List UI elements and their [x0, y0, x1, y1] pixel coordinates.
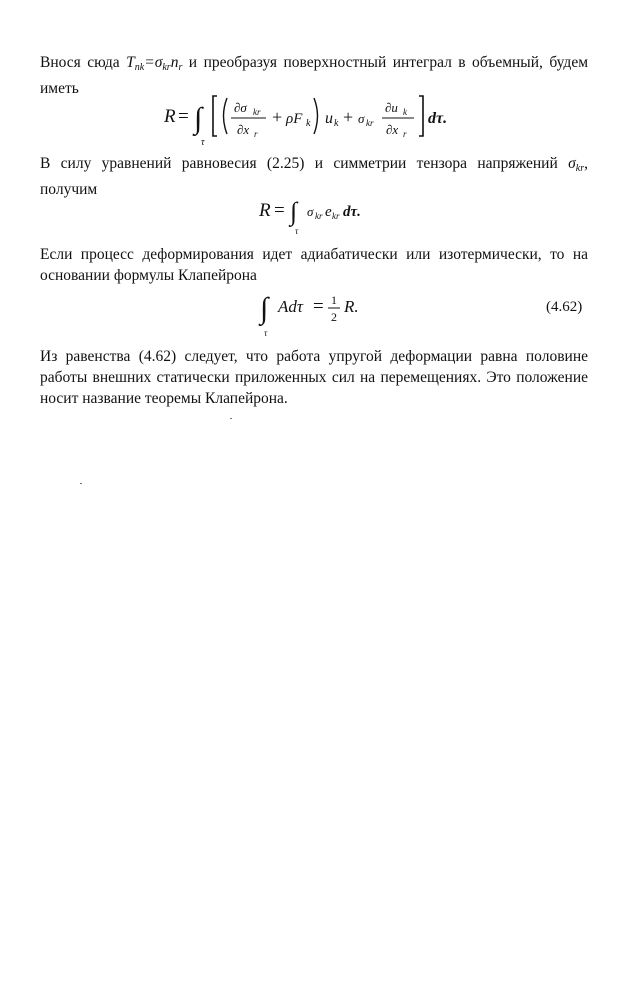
- f1-frac1-den-sub: r: [254, 129, 258, 139]
- f1-frac2-num: ∂u: [385, 100, 398, 115]
- formula-2: [255, 192, 395, 236]
- f2-sigma: σ: [307, 204, 314, 219]
- p1-math-T-sub: nk: [134, 62, 145, 73]
- f3-frac-den: 2: [331, 310, 337, 324]
- f2-limit: τ: [295, 226, 299, 236]
- scan-speck: [80, 483, 82, 484]
- f1-rhoF-sub: k: [306, 118, 311, 129]
- f1-frac1-den: ∂x: [237, 122, 250, 137]
- f2-e: e: [325, 204, 332, 220]
- paragraph-4: Из равенства (4.62) следует, что работа упругой деформации равна половине работы внешних статически приложенных сил на перемещениях. Это положение носит название теоремы Клапейрона.: [40, 348, 588, 407]
- f1-lhs: R: [164, 106, 176, 127]
- p2-math-sigma: σ: [568, 155, 576, 172]
- f2-e-sub: kr: [332, 211, 340, 221]
- f1-integral-sign: ∫: [194, 102, 203, 135]
- f1-plus1: +: [272, 107, 283, 127]
- p1-math-n-sub: r: [178, 62, 183, 73]
- f1-sigma: σ: [358, 111, 365, 126]
- f3-limit: τ: [264, 328, 268, 338]
- f2-integral-sign: ∫: [290, 197, 298, 226]
- f1-frac1-num: ∂σ: [234, 100, 247, 115]
- f1-eq: =: [178, 106, 189, 127]
- f2-lhs: R: [259, 200, 271, 221]
- f1-limit: τ: [201, 137, 205, 148]
- p1-math-sigma-sub: kr: [162, 62, 171, 73]
- f1-frac2-den-sub: r: [403, 129, 407, 139]
- f3-integral-sign: ∫: [260, 292, 269, 325]
- f2-eq: =: [274, 200, 285, 221]
- formula-1: [160, 90, 480, 150]
- p1-math-eq-sigma: =σ: [144, 54, 163, 71]
- p2-text-post: , получим: [40, 155, 588, 198]
- f2-dtau: dτ.: [343, 204, 361, 220]
- p1-text-pre: Внося сюда: [40, 54, 127, 71]
- formula-3: [258, 282, 598, 338]
- p1-math-T: T: [126, 54, 135, 71]
- f3-equation-number: (4.62): [546, 299, 583, 315]
- p2-math-sigma-sub: kr: [575, 163, 585, 174]
- f1-right-paren: [314, 98, 318, 134]
- f1-left-paren: [224, 98, 228, 134]
- f1-plus2: +: [343, 107, 354, 127]
- p1-text-post: и преобразуя поверхностный интеграл в объемный, будем иметь: [40, 54, 589, 97]
- f1-rhoF: ρF: [286, 111, 303, 127]
- f1-left-square-bracket: [213, 96, 217, 136]
- f1-frac2-den: ∂x: [386, 122, 399, 137]
- f1-right-square-bracket: [419, 96, 423, 136]
- f3-rhs: R.: [344, 297, 359, 316]
- f1-u-sub: k: [334, 118, 339, 129]
- f1-dtau: dτ.: [428, 110, 448, 127]
- p1-math-n: n: [170, 54, 179, 71]
- f1-frac2-num-sub: k: [403, 107, 407, 117]
- p2-text-pre: В силу уравнений равновесия (2.25) и симметрии тензора напряжений: [40, 155, 569, 172]
- paragraph-3: Если процесс деформирования идет адиабатически или изотермически, то на основании формулы Клапейрона: [40, 246, 588, 284]
- f3-frac-num: 1: [331, 293, 337, 307]
- f3-eq: =: [313, 296, 324, 317]
- f2-sigma-sub: kr: [315, 211, 323, 221]
- f1-u: u: [325, 110, 333, 127]
- scan-speck: [230, 418, 232, 419]
- f1-sigma-sub: kr: [366, 118, 374, 128]
- f1-frac1-num-sub: kr: [253, 107, 261, 117]
- f3-integrand: Adτ: [278, 297, 303, 316]
